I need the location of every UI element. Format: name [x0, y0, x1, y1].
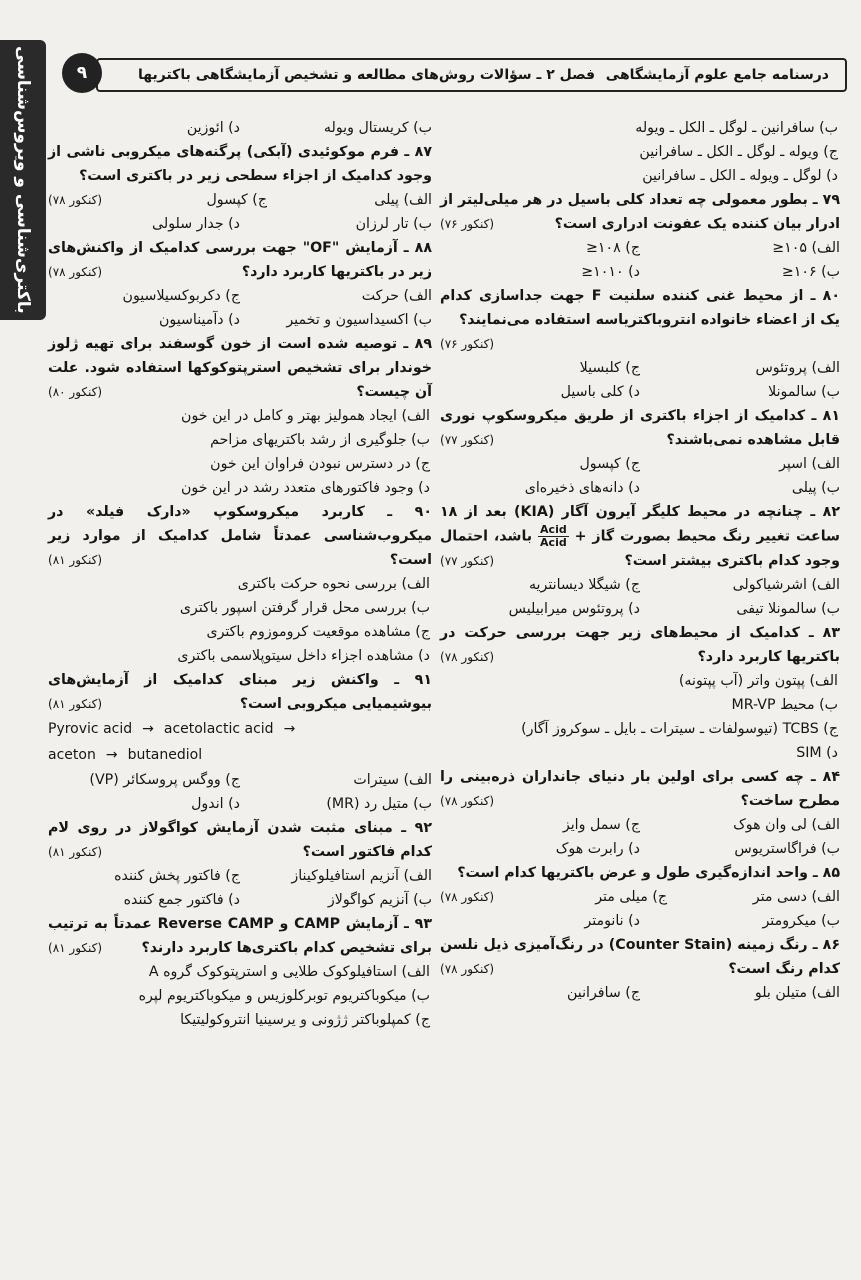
option: د) دآمیناسیون — [158, 312, 240, 328]
option: ب) متیل رد (MR) — [326, 796, 432, 812]
option: الف) ایجاد همولیز بهتر و کامل در این خون — [181, 408, 430, 424]
acid-fraction: $\frac{\text{Acid}}{\text{Acid}}$ — [540, 523, 567, 549]
exam-source: (کنکور ۸۱) — [48, 941, 103, 955]
exam-source: (کنکور ۷۸) — [48, 193, 103, 207]
option: ج) ووگس پروسکائر (VP) — [89, 772, 240, 788]
question-79: ۷۹ ـ بطور معمولی چه تعداد کلی باسیل در هر میلی‌لیتر از ادرار بیان کننده یک عفونت ادراری است؟ (کنکور ۷۶) — [440, 188, 840, 236]
option: الف) سیترات — [353, 772, 432, 788]
option: د) لوگل ـ ویوله ـ الکل ـ سافرانین — [642, 168, 838, 184]
exam-source: (کنکور ۷۷) — [440, 554, 495, 568]
left-column — [48, 116, 432, 1032]
option: ب) اکسیداسیون و تخمیر — [286, 312, 432, 328]
option: ج) دکربوکسیلاسیون — [122, 288, 240, 304]
option: الف) ۱۰۵≤ — [772, 240, 840, 256]
question-81: ۸۱ ـ کدامیک از اجزاء باکتری از طریق میکروسکوپ نوری قابل مشاهده نمی‌باشند؟ (کنکور ۷۷) — [440, 404, 840, 452]
option: الف) پروتئوس — [755, 360, 840, 376]
question-93: ۹۳ ـ آزمایش CAMP و Reverse CAMP عمدتاً به ترتیب برای تشخیص کدام باکتری‌ها کاربرد دارند؟ (کنکور ۸۱) — [48, 912, 432, 960]
arrow-icon: → — [142, 721, 154, 737]
exam-source: (کنکور ۷۸) — [440, 650, 495, 664]
option: ب) میکوباکتریوم توبرکلوزیس و میکوباکتریوم لپره — [138, 988, 430, 1004]
reaction-line-2: aceton → butanediol — [48, 742, 432, 768]
page-header — [96, 58, 847, 92]
book-title: درسنامه جامع علوم آزمایشگاهی — [605, 67, 829, 83]
exam-source: (کنکور ۷۸) — [440, 794, 495, 808]
reaction-line-1: Pyrovic acid → acetolactic acid → — [48, 716, 432, 742]
question-85: ۸۵ ـ واحد اندازه‌گیری طول و عرض باکتریها کدام است؟ (کنکور ۷۸) — [440, 861, 840, 885]
side-title: باکتری‌شناسی و ویروس‌شناسی — [13, 46, 33, 314]
option: ج) در دسترس نبودن فراوان این خون — [210, 456, 430, 472]
option: الف) دسی متر — [752, 889, 840, 905]
exam-source: (کنکور ۸۱) — [48, 697, 103, 711]
option: ج) کپسول — [206, 192, 268, 208]
option: د) پروتئوس میرابیلیس — [508, 601, 640, 617]
option: الف) استافیلوکوک طلایی و استرپتوکوک گروه A — [148, 964, 430, 980]
option: ب) فراگاستریوس — [734, 841, 840, 857]
option: ب) پیلی — [791, 480, 840, 496]
option: د) کلی باسیل — [560, 384, 640, 400]
exam-source: (کنکور ۷۷) — [440, 433, 495, 447]
option: ج) سافرانین — [567, 985, 640, 1001]
option: ب) محیط MR-VP — [731, 697, 838, 713]
option: الف) پیلی — [374, 192, 432, 208]
option: الف) لی وان هوک — [733, 817, 840, 833]
option: ب) سالمونلا تیفی — [736, 601, 840, 617]
question-90: ۹۰ ـ کاربرد میکروسکوپ «دارک فیلد» در میکروب‌شناسی عمدتاً شامل کدامیک از موارد زیر است؟ (کنکور ۸۱) — [48, 500, 432, 572]
arrow-icon: → — [105, 747, 118, 763]
option: د) دانه‌های ذخیره‌ای — [524, 480, 640, 496]
arrow-icon: → — [283, 721, 296, 737]
option: ب) سافرانین ـ لوگل ـ الکل ـ ویوله — [635, 120, 838, 136]
option: د) ائوزین — [186, 120, 240, 136]
option: د) رابرت هوک — [555, 841, 640, 857]
option: ب) بررسی محل قرار گرفتن اسپور باکتری — [179, 600, 430, 616]
exam-source: (کنکور ۷۶) — [440, 337, 495, 351]
question-87: ۸۷ ـ فرم موکوئیدی (آبکی) پرگنه‌های میکروبی ناشی از وجود کدامیک از اجزاء سطحی زیر در باکتری است؟ (کنکور ۷۸) — [48, 140, 432, 188]
option: د) ۱۰۱۰≤ — [581, 264, 640, 280]
option: ج) TCBS (تیوسولفات ـ سیترات ـ بایل ـ سوکروز آگار) — [521, 721, 838, 737]
option: ج) میلی متر — [595, 889, 668, 905]
option: الف) بررسی نحوه حرکت باکتری — [237, 576, 430, 592]
option: ب) میکرومتر — [762, 913, 840, 929]
exam-source: (کنکور ۷۸) — [440, 962, 495, 976]
question-80: ۸۰ ـ از محیط غنی کننده سلنیت F جهت جداسازی کدام یک از اعضاء خانواده انتروباکتریاسه استفاده می‌نمایند؟ (کنکور ۷۶) — [440, 284, 840, 356]
option: الف) متیلن بلو — [754, 985, 840, 1001]
option: ب) ۱۰۶≤ — [781, 264, 840, 280]
option: ج) شیگلا دیسانتریه — [528, 577, 640, 593]
option: ج) کمپلوباکتر ژژونی و یرسینیا انتروکولیتیکا — [180, 1012, 430, 1028]
question-92: ۹۲ ـ مبنای مثبت شدن آزمایش کواگولاز در روی لام کدام فاکتور است؟ (کنکور ۸۱) — [48, 816, 432, 864]
option: ج) ویوله ـ لوگل ـ الکل ـ سافرانین — [639, 144, 838, 160]
question-83: ۸۳ ـ کدامیک از محیط‌های زیر جهت بررسی حرکت در باکتریها کاربرد دارد؟ (کنکور ۷۸) — [440, 621, 840, 669]
option: د) مشاهده اجزاء داخل سیتوپلاسمی باکتری — [177, 648, 430, 664]
option: الف) اسپر — [779, 456, 840, 472]
side-chapter-tab — [0, 40, 46, 320]
question-84: ۸۴ ـ چه کسی برای اولین بار دنیای جانداران ذره‌بینی را مطرح ساخت؟ (کنکور ۷۸) — [440, 765, 840, 813]
exam-source: (کنکور ۷۸) — [440, 890, 495, 904]
exam-source: (کنکور ۸۱) — [48, 553, 103, 567]
question-91: ۹۱ ـ واکنش زیر مبنای کدامیک از آزمایش‌های بیوشیمیایی میکروبی است؟ (کنکور ۸۱) — [48, 668, 432, 716]
question-88: ۸۸ ـ آزمایش "OF" جهت بررسی کدامیک از واکنش‌های زیر در باکتریها کاربرد دارد؟ (کنکور ۷۸) — [48, 236, 432, 284]
exam-source: (کنکور ۸۰) — [48, 385, 103, 399]
option: ج) فاکتور پخش کننده — [114, 868, 240, 884]
right-column — [440, 116, 840, 1005]
option: د) جدار سلولی — [152, 216, 240, 232]
option: د) فاکتور جمع کننده — [123, 892, 240, 908]
option: ج) سمل وایز — [562, 817, 640, 833]
option: ب) سالمونلا — [768, 384, 840, 400]
option: د) SIM — [796, 745, 838, 761]
exam-source: (کنکور ۷۶) — [440, 217, 495, 231]
option: د) اندول — [191, 796, 240, 812]
option: ب) جلوگیری از رشد باکتریهای مزاحم — [210, 432, 430, 448]
option: د) وجود فاکتورهای متعدد رشد در این خون — [181, 480, 430, 496]
option: ج) کلبسیلا — [579, 360, 640, 376]
question-82: ۸۲ ـ چنانچه در محیط کلیگر آیرون آگار (KIA) بعد از ۱۸ ساعت تغییر رنگ محیط بصورت گاز + $\frac{\text{Acid}}{\text{Acid}}$ باشد، احتمال وجود کدام باکتری بیشتر است؟ (کنکور ۷۷) — [440, 500, 840, 573]
question-89: ۸۹ ـ توصیه شده است از خون گوسفند برای تهیه ژلوز خوندار برای تشخیص استرپتوکوکها استفاده شود. علت آن چیست؟ (کنکور ۸۰) — [48, 332, 432, 404]
page-number: ۹ — [62, 53, 102, 93]
option: ب) کریستال ویوله — [323, 120, 432, 136]
option: ب) تار لرزان — [355, 216, 432, 232]
option: ج) کپسول — [579, 456, 640, 472]
option: ب) آنزیم کواگولاز — [327, 892, 432, 908]
exam-source: (کنکور ۸۱) — [48, 845, 103, 859]
exam-source: (کنکور ۷۸) — [48, 265, 103, 279]
option: ج) مشاهده موقعیت کروموزوم باکتری — [206, 624, 430, 640]
option: الف) پپتون واتر (آب پپتونه) — [678, 673, 838, 689]
option: ج) ۱۰۸≤ — [586, 240, 640, 256]
option: الف) آنزیم استافیلوکیناز — [291, 868, 432, 884]
question-86: ۸۶ ـ رنگ زمینه (Counter Stain) در رنگ‌آمیزی ذیل نلسن کدام رنگ است؟ (کنکور ۷۸) — [440, 933, 840, 981]
option: الف) حرکت — [361, 288, 432, 304]
chapter-title: فصل ۲ ـ سؤالات روش‌های مطالعه و تشخیص آزمایشگاهی باکتریها — [138, 67, 596, 83]
option: الف) اشرشیاکولی — [732, 577, 840, 593]
option: د) نانومتر — [584, 913, 640, 929]
